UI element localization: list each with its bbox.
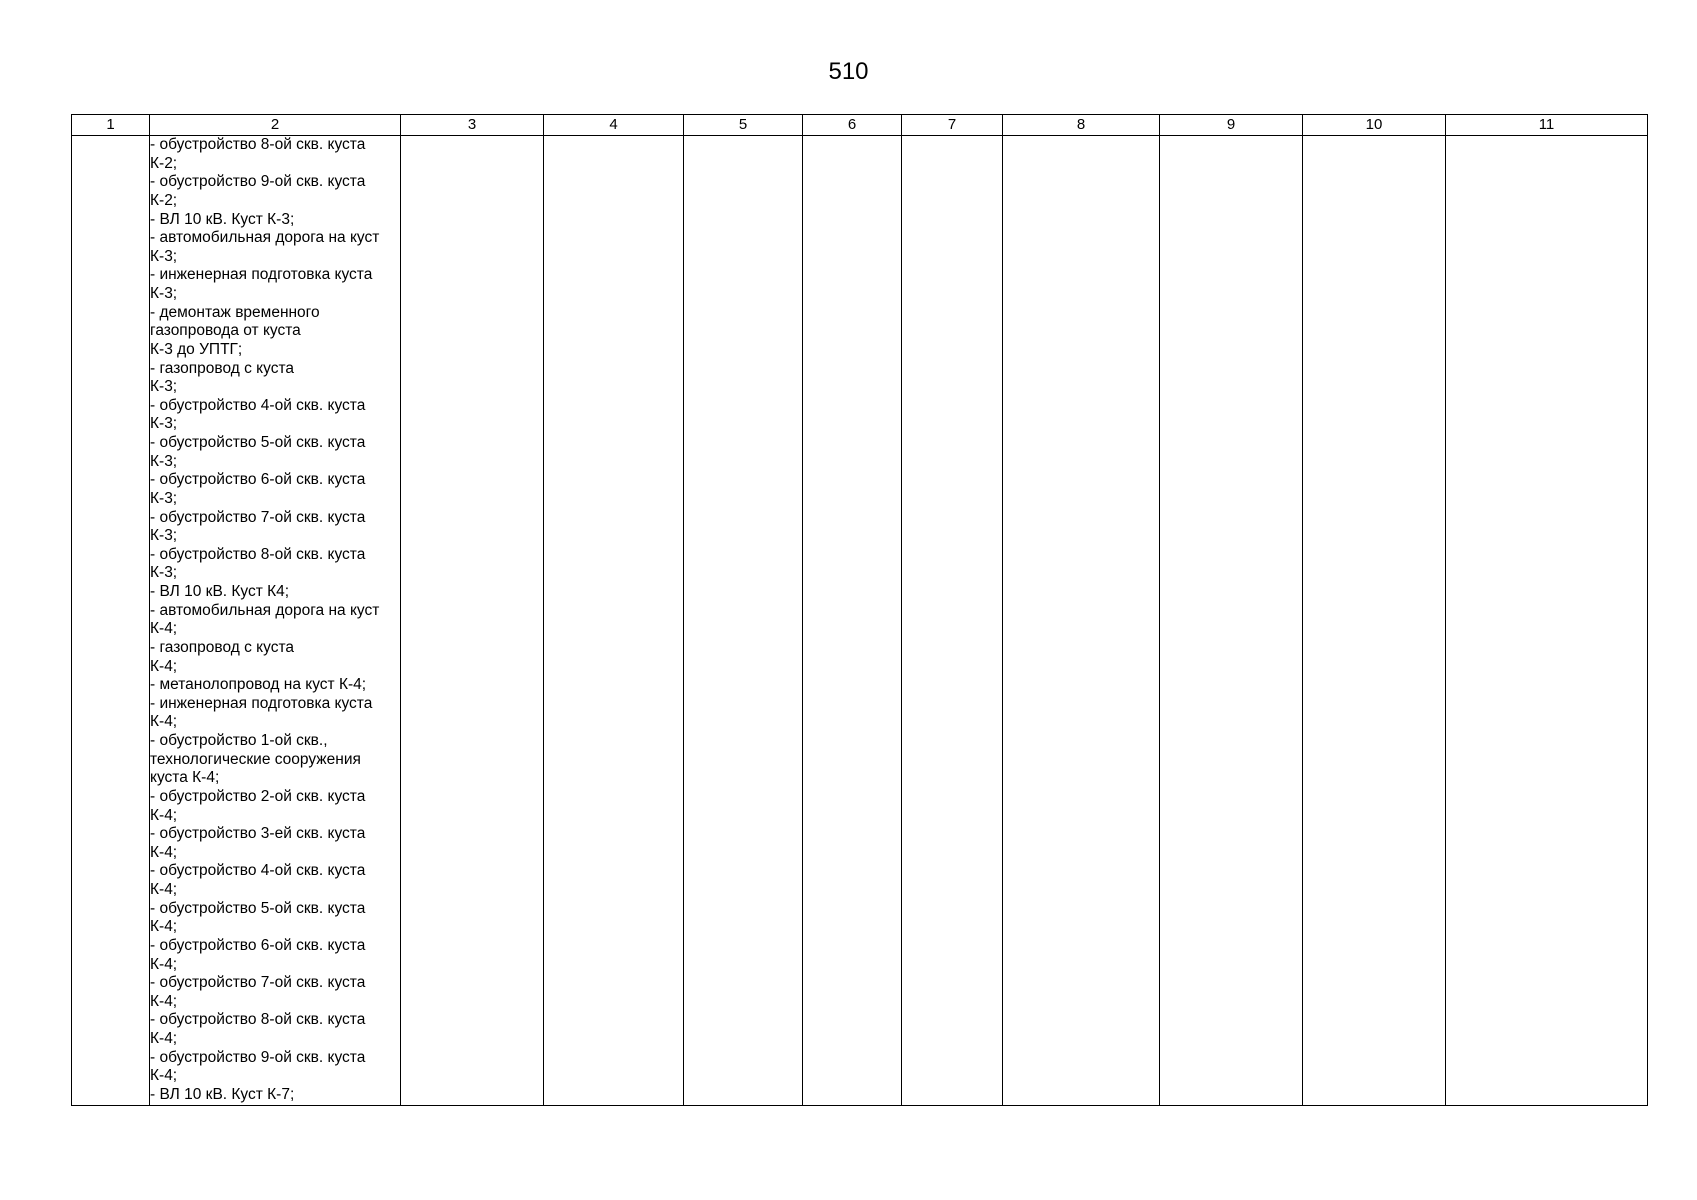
work-description-line: - обустройство 6-ой скв. куста bbox=[150, 936, 366, 954]
work-description-line: технологические сооружения bbox=[150, 750, 361, 768]
column-header-9: 9 bbox=[1160, 115, 1303, 136]
column-header-1: 1 bbox=[72, 115, 150, 136]
work-description-line: - обустройство 1-ой скв., bbox=[150, 732, 328, 749]
table-cell-col-5 bbox=[684, 136, 803, 1106]
work-description-line: К-4; bbox=[150, 1030, 178, 1047]
work-description-cell bbox=[150, 136, 401, 1106]
column-header-8: 8 bbox=[1003, 115, 1160, 136]
table-cell-col-9 bbox=[1160, 136, 1303, 1106]
work-description-line: К-4; bbox=[150, 1067, 178, 1085]
work-description-line: - газопровод с куста bbox=[150, 638, 294, 656]
work-description-line: К-3 до УПТГ; bbox=[150, 340, 243, 358]
page-number: 510 bbox=[828, 58, 869, 85]
work-description-line: - газопровод с куста bbox=[150, 359, 294, 377]
work-description-line: - обустройство 9-ой скв. куста bbox=[150, 173, 366, 191]
work-description-line: - инженерная подготовка куста bbox=[150, 266, 373, 284]
work-description-line: - демонтаж временного bbox=[150, 303, 320, 321]
work-description-line: - обустройство 6-ой скв. куста bbox=[150, 471, 366, 489]
table-row bbox=[72, 136, 1648, 1106]
work-description-line: К-3; bbox=[150, 378, 178, 396]
work-description-line: - обустройство 4-ой скв. куста bbox=[150, 862, 366, 880]
work-description-line: К-3; bbox=[150, 452, 178, 470]
table-header-row bbox=[72, 115, 1648, 136]
column-header-6: 6 bbox=[803, 115, 902, 136]
work-description-line: К-3; bbox=[150, 285, 178, 302]
work-description-line: К-3; bbox=[150, 489, 178, 507]
work-description-line: К-3; bbox=[150, 247, 178, 265]
work-description-line: - обустройство 8-ой скв. куста bbox=[150, 545, 366, 563]
work-description-line: - обустройство 8-ой скв. куста bbox=[150, 1011, 366, 1029]
table-cell-col-7 bbox=[902, 136, 1003, 1106]
column-header-11: 11 bbox=[1446, 115, 1648, 136]
work-description-line: - обустройство 4-ой скв. куста bbox=[150, 396, 366, 414]
work-description-line: К-2; bbox=[150, 191, 178, 209]
table-cell-col-1 bbox=[72, 136, 150, 1106]
table-cell-col-8 bbox=[1003, 136, 1160, 1106]
work-description-line: - обустройство 5-ой скв. куста bbox=[150, 899, 366, 917]
work-description-line: К-4; bbox=[150, 955, 178, 973]
table-cell-col-10 bbox=[1303, 136, 1446, 1106]
work-description-line: К-4; bbox=[150, 992, 178, 1010]
work-description-line: - обустройство 2-ой скв. куста bbox=[150, 787, 366, 805]
work-description-line: К-4; bbox=[150, 881, 178, 898]
work-description-line: - ВЛ 10 кВ. Куст К-7; bbox=[150, 1085, 295, 1103]
work-description-line: К-3; bbox=[150, 564, 178, 582]
work-description-line: - обустройство 9-ой скв. куста bbox=[150, 1048, 366, 1066]
column-header-4: 4 bbox=[544, 115, 684, 136]
work-description-line: - обустройство 3-ей скв. куста bbox=[150, 825, 366, 843]
work-description-line: - метанолопровод на куст К-4; bbox=[150, 676, 367, 694]
column-header-5: 5 bbox=[684, 115, 803, 136]
work-description-line: К-3; bbox=[150, 527, 178, 545]
work-description-line: - ВЛ 10 кВ. Куст К-3; bbox=[150, 210, 295, 228]
work-description-line: К-2; bbox=[150, 154, 178, 172]
work-description-line: К-4; bbox=[150, 657, 178, 675]
work-description-line: - ВЛ 10 кВ. Куст К4; bbox=[150, 583, 290, 600]
work-description-line: газопровода от куста bbox=[150, 322, 301, 340]
work-description-line: К-4; bbox=[150, 843, 178, 861]
work-description-line: К-4; bbox=[150, 620, 178, 638]
work-description-line: - обустройство 5-ой скв. куста bbox=[150, 434, 366, 451]
table-cell-col-11 bbox=[1446, 136, 1648, 1106]
work-description-line: - автомобильная дорога на куст bbox=[150, 229, 380, 247]
work-description-line: - инженерная подготовка куста bbox=[150, 694, 373, 712]
table-cell-col-6 bbox=[803, 136, 902, 1106]
work-description-line: К-4; bbox=[150, 918, 178, 936]
work-description-line: - автомобильная дорога на куст bbox=[150, 601, 380, 619]
table-cell-col-3 bbox=[401, 136, 544, 1106]
work-description-line: - обустройство 7-ой скв. куста bbox=[150, 508, 366, 526]
work-description-line: куста К-4; bbox=[150, 769, 220, 787]
table-cell-col-4 bbox=[544, 136, 684, 1106]
column-header-10: 10 bbox=[1303, 115, 1446, 136]
document-table bbox=[71, 114, 1648, 1106]
work-description-line: - обустройство 8-ой скв. куста bbox=[150, 136, 366, 153]
work-description-line: К-4; bbox=[150, 806, 178, 824]
work-description-line: - обустройство 7-ой скв. куста bbox=[150, 974, 366, 992]
column-header-7: 7 bbox=[902, 115, 1003, 136]
work-description-line: К-3; bbox=[150, 415, 178, 433]
column-header-2: 2 bbox=[150, 115, 401, 136]
work-description-line: К-4; bbox=[150, 713, 178, 731]
column-header-3: 3 bbox=[401, 115, 544, 136]
